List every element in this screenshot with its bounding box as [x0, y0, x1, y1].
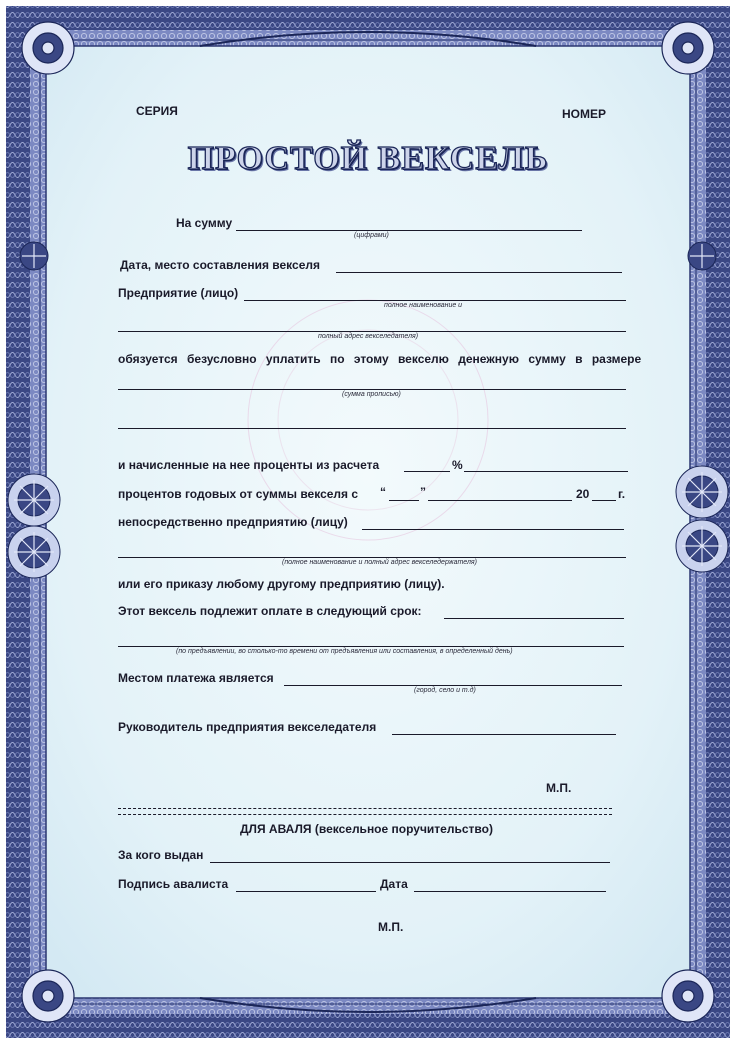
for-whom-label: За кого выдан [118, 848, 204, 862]
avalist-signature-field[interactable] [236, 891, 376, 892]
payee-hint: (полное наименование и полный адрес векселедержателя) [282, 559, 477, 566]
year-prefix: 20 [576, 487, 590, 501]
head-label: Руководитель предприятия векселедателя [118, 720, 377, 734]
stamp-place-2: М.П. [378, 920, 404, 934]
quote-open: “ [380, 485, 386, 499]
amount-field[interactable] [236, 230, 582, 231]
aval-title: ДЛЯ АВАЛЯ (вексельное поручительство) [240, 822, 493, 836]
place-field[interactable] [284, 685, 622, 686]
for-whom-field[interactable] [210, 862, 610, 863]
percent-sign: % [452, 458, 463, 472]
term-field-2[interactable] [118, 646, 624, 647]
quote-close: ” [420, 485, 426, 499]
term-label: Этот вексель подлежит оплате в следующий срок: [118, 604, 422, 618]
payee-address-field[interactable] [118, 557, 626, 558]
enterprise-hint-2: полный адрес векселедателя) [318, 333, 419, 340]
term-hint: (по предъявлении, во столько-то времени от предъявления или составления, в определенный день) [176, 648, 513, 655]
enterprise-hint-1: полное наименование и [384, 302, 463, 309]
corner-ornament-top-right [662, 22, 714, 74]
interest-label: и начисленные на нее проценты из расчета [118, 458, 380, 472]
interest-rate-field[interactable] [404, 471, 450, 472]
obligation-text: обязуется безусловно уплатить по этому векселю денежную сумму в размере [118, 352, 642, 366]
corner-ornament-top-left [22, 22, 74, 74]
avalist-signature-label: Подпись авалиста [118, 877, 229, 891]
date-place-label: Дата, место составления векселя [120, 258, 320, 272]
corner-ornament-bottom-right [662, 970, 714, 1022]
term-field[interactable] [444, 618, 624, 619]
place-label: Местом платежа является [118, 671, 274, 685]
enterprise-label: Предприятие (лицо) [118, 286, 239, 300]
place-hint: (город, село и т.д) [414, 687, 476, 694]
date-place-field[interactable] [336, 272, 622, 273]
corner-ornament-bottom-left [22, 970, 74, 1022]
year-field[interactable] [592, 500, 616, 501]
amount-hint: (цифрами) [354, 232, 389, 239]
head-signature-field[interactable] [392, 734, 616, 735]
month-field[interactable] [428, 500, 572, 501]
payee-label: непосредственно предприятию (лицу) [118, 515, 348, 529]
interest-extra-field[interactable] [464, 471, 628, 472]
series-label: СЕРИЯ [136, 104, 178, 118]
aval-date-label: Дата [380, 877, 408, 891]
sum-words-hint: (сумма прописью) [342, 391, 401, 398]
side-rosette-left-upper [20, 242, 48, 270]
percent-annual-label: процентов годовых от суммы векселя с [118, 487, 359, 501]
year-suffix: г. [618, 487, 626, 501]
sum-words-field[interactable] [118, 389, 626, 390]
aval-date-field[interactable] [414, 891, 606, 892]
enterprise-field[interactable] [244, 300, 626, 301]
order-text: или его приказу любому другому предприятию (лицу). [118, 577, 445, 591]
number-label: НОМЕР [562, 107, 607, 121]
payee-field[interactable] [362, 529, 624, 530]
stamp-place-1: М.П. [546, 781, 572, 795]
sum-words-field-2[interactable] [118, 428, 626, 429]
section-divider [118, 808, 612, 815]
amount-label: На сумму [176, 216, 233, 230]
enterprise-address-field[interactable] [118, 331, 626, 332]
day-field[interactable] [389, 500, 419, 501]
document-title: ПРОСТОЙ ВЕКСЕЛЬ [187, 140, 549, 177]
